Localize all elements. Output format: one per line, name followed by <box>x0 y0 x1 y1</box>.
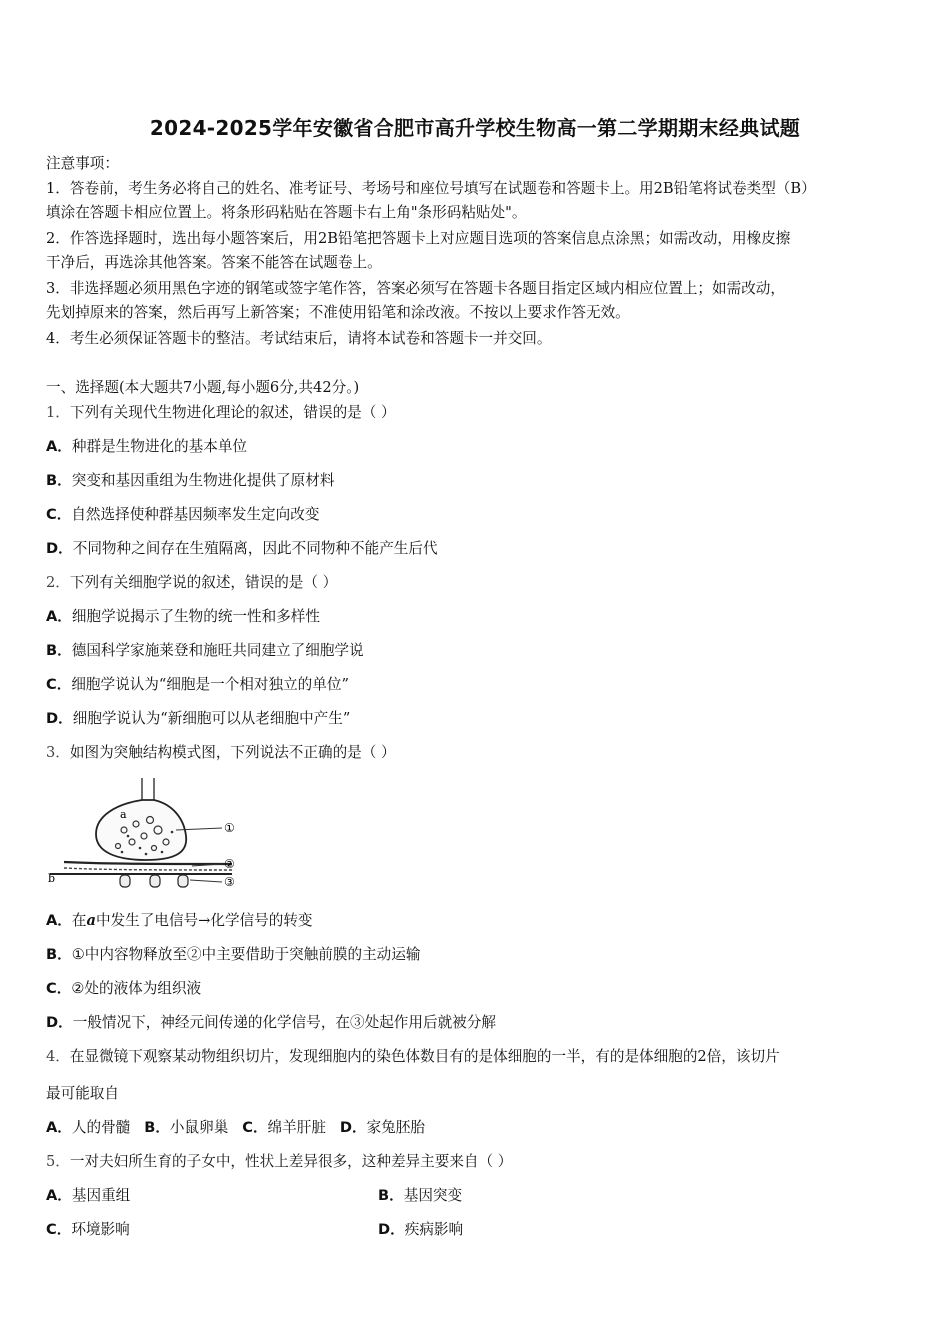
option-label: D． <box>46 1014 73 1031</box>
q3-stem <box>46 743 906 763</box>
option-label: C． <box>46 506 72 523</box>
option-text: ①中内容物释放至②中主要借助于突触前膜的主动运输 <box>71 946 421 963</box>
synapse-diagram <box>46 774 236 894</box>
option-label: C． <box>46 676 72 693</box>
q2-option-d <box>46 709 906 729</box>
section-heading: 一、选择题(本大题共7小题,每小题6分,共42分。) <box>46 379 360 396</box>
diagram-mark-1: ① <box>224 821 235 835</box>
option-label: C． <box>46 980 72 997</box>
diagram-mark-3: ③ <box>224 875 235 889</box>
option-text: ②处的液体为组织液 <box>71 980 202 997</box>
q1-option-d <box>46 539 906 559</box>
option-text: 不同物种之间存在生殖隔离，因此不同物种不能产生后代 <box>72 540 438 557</box>
q5-stem <box>46 1152 906 1172</box>
q5-option-d <box>378 1220 906 1240</box>
option-text: 德国科学家施莱登和施旺共同建立了细胞学说 <box>71 642 364 659</box>
option-label: D． <box>378 1221 405 1238</box>
option-text: 种群是生物进化的基本单位 <box>71 438 248 455</box>
option-label: D． <box>46 710 73 727</box>
q3-text: 如图为突触结构模式图，下列说法不正确的是（ ） <box>69 744 396 761</box>
q3-option-b <box>46 945 906 965</box>
option-label: A． <box>46 1119 72 1136</box>
q2-stem <box>46 573 906 593</box>
q1-option-c <box>46 505 906 525</box>
option-text: 基因突变 <box>403 1187 463 1204</box>
option-text: 细胞学说认为“细胞是一个相对独立的单位” <box>71 676 349 693</box>
q3-option-c <box>46 979 906 999</box>
q1-number: 1． <box>46 404 70 421</box>
q1-option-a <box>46 437 906 457</box>
option-text: 疾病影响 <box>404 1221 464 1238</box>
option-label: A． <box>46 438 72 455</box>
note-3-line-2: 先划掉原来的答案，然后再写上新答案；不准使用铅笔和涂改液。不按以上要求作答无效。 <box>46 304 630 321</box>
diagram-mark-2: ② <box>224 857 235 871</box>
q4-text: 在显微镜下观察某动物组织切片，发现细胞内的染色体数目有的是体细胞的一半，有的是体细胞的2倍，该切片 <box>69 1048 780 1065</box>
q4-number: 4． <box>46 1048 70 1065</box>
option-text: 家兔胚胎 <box>366 1119 425 1136</box>
option-text: 自然选择使种群基因频率发生定向改变 <box>71 506 320 523</box>
q2-text: 下列有关细胞学说的叙述，错误的是（ ） <box>69 574 338 591</box>
option-text-post: 中发生了电信号→化学信号的转变 <box>95 912 313 929</box>
option-label: A． <box>46 608 72 625</box>
q3-option-d <box>46 1013 906 1033</box>
q2-option-a <box>46 607 906 627</box>
option-label: D． <box>339 1119 367 1136</box>
option-label: B． <box>46 642 72 659</box>
q5-option-b <box>378 1186 906 1206</box>
option-label: A． <box>46 912 72 929</box>
q3-option-a <box>46 911 906 931</box>
diagram-label-a: a <box>120 808 127 821</box>
q1-option-b <box>46 471 906 491</box>
q5-text: 一对夫妇所生育的子女中，性状上差异很多，这种差异主要来自（ ） <box>69 1153 513 1170</box>
option-label: A． <box>46 1187 72 1204</box>
q1-text: 下列有关现代生物进化理论的叙述，错误的是（ ） <box>69 404 396 421</box>
note-4: 4．考生必须保证答题卡的整洁。考试结束后，请将本试卷和答题卡一并交回。 <box>46 330 552 347</box>
q2-number: 2． <box>46 574 70 591</box>
q2-option-c <box>46 675 906 695</box>
note-2-line-1: 2．作答选择题时，选出每小题答案后，用2B铅笔把答题卡上对应题目选项的答案信息点涂黑；如需改动，用橡皮擦 <box>46 230 791 247</box>
option-label: B． <box>46 472 72 489</box>
note-3-line-1: 3．非选择题必须用黑色字迹的钢笔或签字笔作答，答案必须写在答题卡各题目指定区域内相应位置上；如需改动， <box>46 280 785 297</box>
option-label: C． <box>46 1221 72 1238</box>
note-2-line-2: 干净后，再选涂其他答案。答案不能答在试题卷上。 <box>46 254 382 271</box>
option-label: D． <box>46 540 73 557</box>
note-1-line-1: 1．答卷前，考生务必将自己的姓名、准考证号、考场号和座位号填写在试题卷和答题卡上。用2B铅笔将试卷类型（B） <box>46 180 816 197</box>
option-label: B． <box>378 1187 404 1204</box>
q3-number: 3． <box>46 744 70 761</box>
option-variable: a <box>86 912 96 929</box>
q2-option-b <box>46 641 906 661</box>
q5-number: 5． <box>46 1153 70 1170</box>
q4-stem-line-2: 最可能取自 <box>46 1085 119 1102</box>
option-text: 绵羊肝脏 <box>267 1119 326 1136</box>
diagram-label-b: b <box>48 872 56 885</box>
option-label: C． <box>242 1119 268 1136</box>
option-text: 突变和基因重组为生物进化提供了原材料 <box>71 472 335 489</box>
option-text: 基因重组 <box>71 1187 131 1204</box>
option-text: 人的骨髓 <box>71 1119 131 1136</box>
option-label: B． <box>46 946 72 963</box>
q1-stem <box>46 403 906 423</box>
option-text: 细胞学说揭示了生物的统一性和多样性 <box>71 608 320 625</box>
option-text: 小鼠卵巢 <box>169 1119 229 1136</box>
q4-options <box>46 1118 906 1138</box>
q4-stem-line-1 <box>46 1047 906 1067</box>
notes-heading: 注意事项： <box>46 155 119 172</box>
note-1-line-2: 填涂在答题卡相应位置上。将条形码粘贴在答题卡右上角"条形码粘贴处"。 <box>46 204 527 221</box>
option-label: B． <box>144 1119 170 1136</box>
option-text: 环境影响 <box>71 1221 130 1238</box>
option-text-pre: 在 <box>71 912 87 929</box>
option-text: 细胞学说认为“新细胞可以从老细胞中产生” <box>72 710 351 727</box>
exam-title: 2024-2025学年安徽省合肥市高升学校生物高一第二学期期末经典试题 <box>149 116 801 140</box>
option-text: 一般情况下，神经元间传递的化学信号，在③处起作用后就被分解 <box>72 1014 496 1031</box>
